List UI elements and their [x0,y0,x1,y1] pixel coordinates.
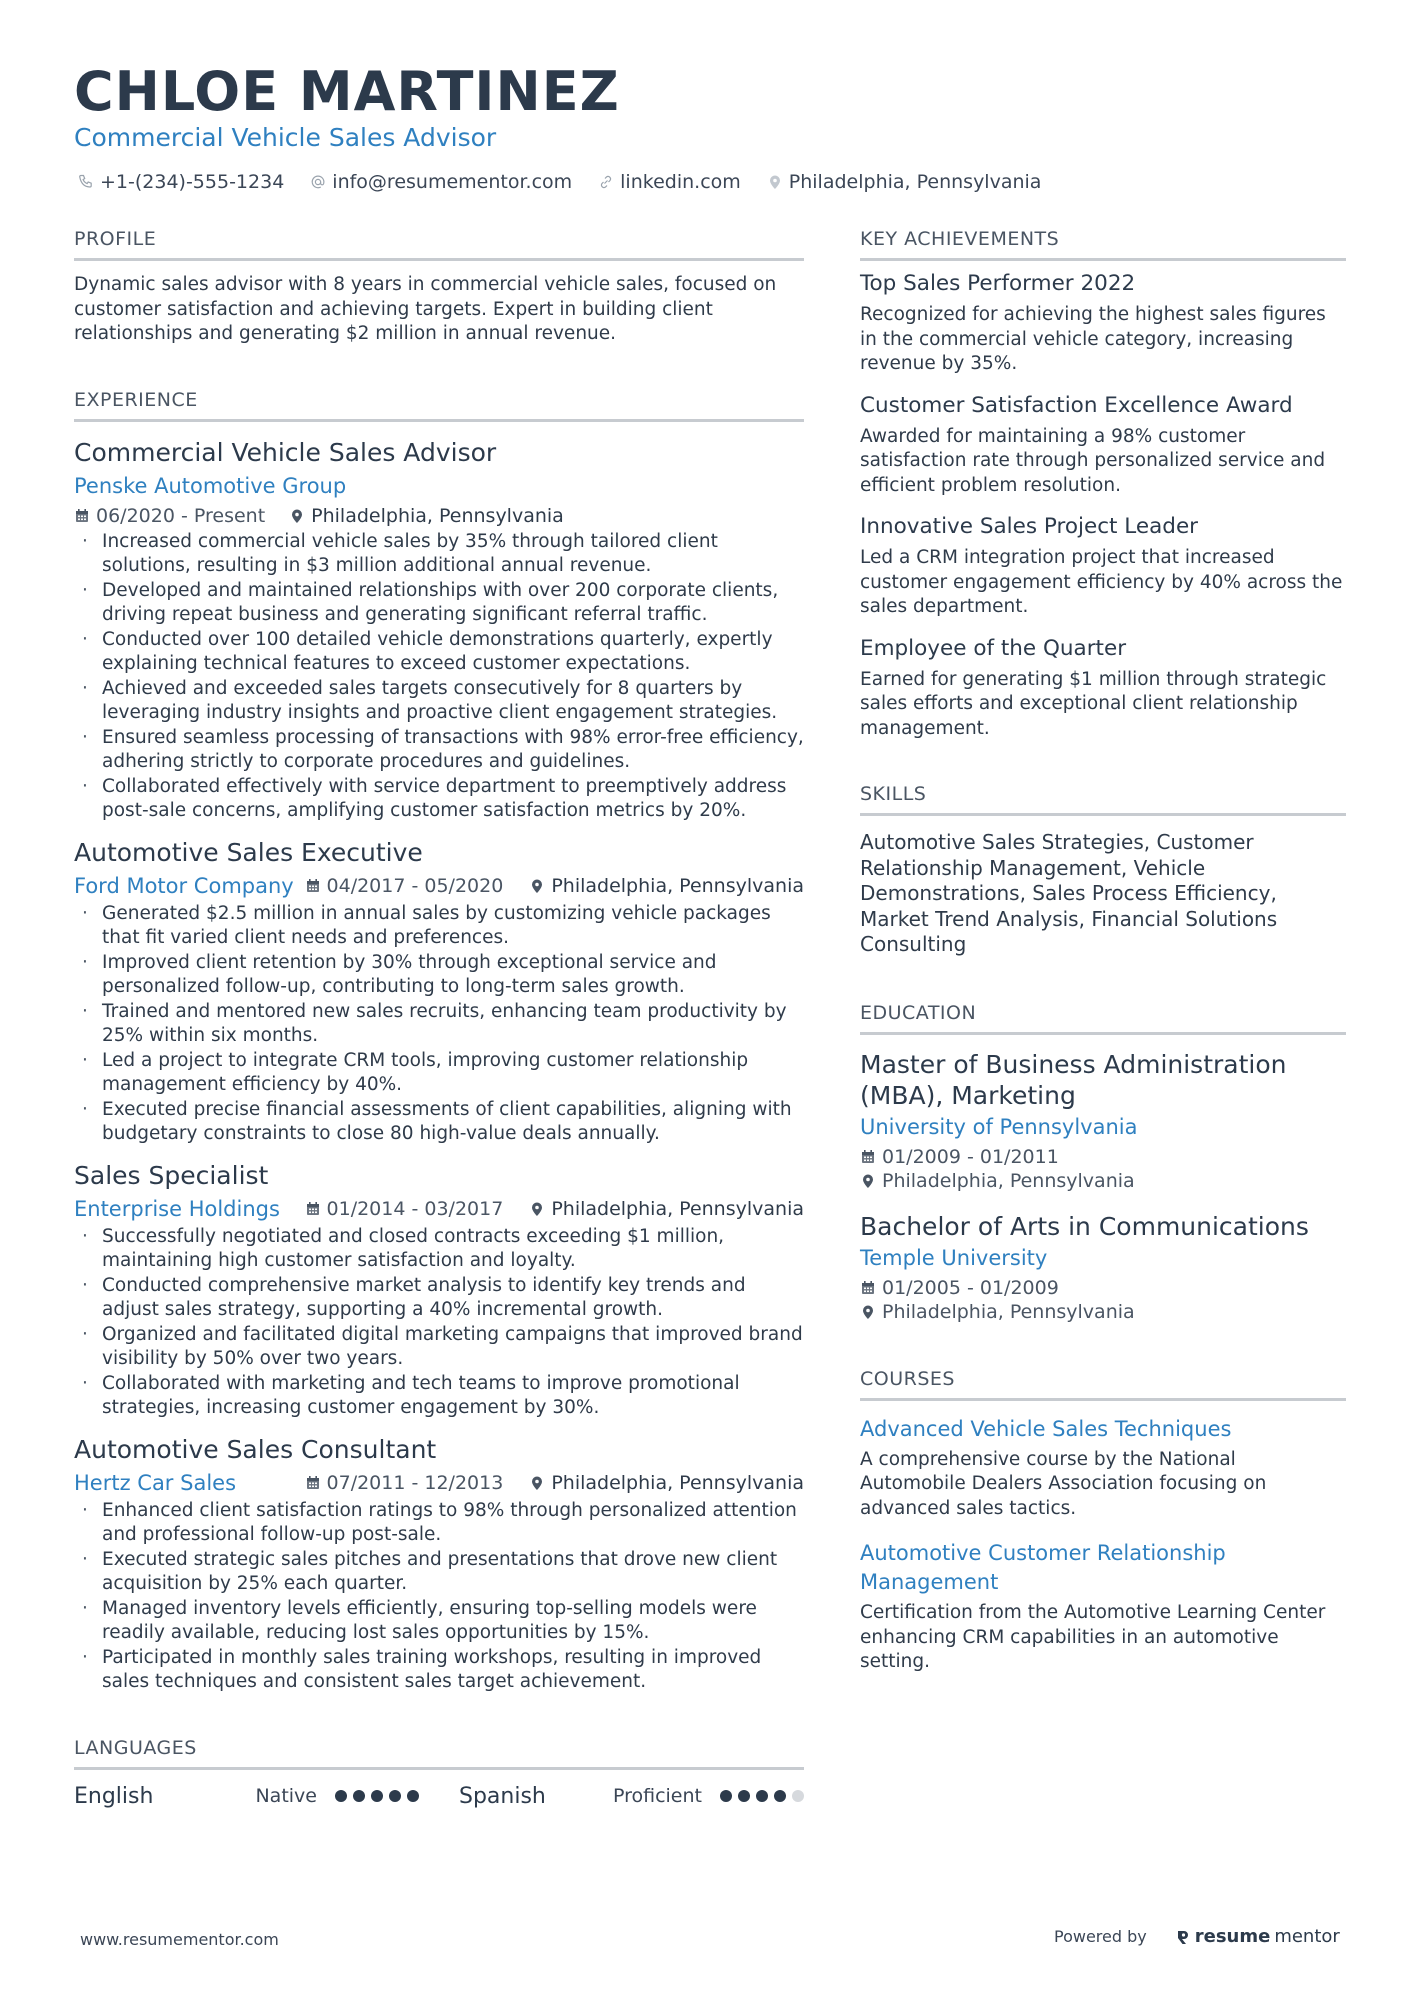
experience-item [74,1159,804,1421]
email-text[interactable]: info@resumementor.com [332,171,573,193]
rating-dot [720,1790,732,1802]
list-item: · Collaborated effectively with service department to preemptively address post-sale concerns, amplifying customer satisfaction metrics by 20%. [74,775,804,824]
company-line [74,1193,804,1225]
achievement-item [860,634,1346,742]
calendar-icon [860,1149,876,1165]
education-location: Philadelphia, Pennsylvania [882,1300,1135,1323]
achievement-desc: Led a CRM integration project that increased customer engagement efficiency by 40% across the sales department. [860,547,1343,617]
contact-bar [78,168,1041,196]
job-title: Sales Specialist [74,1160,269,1190]
education-location-row [860,1298,1346,1326]
company-line [74,470,804,502]
contact-linkedin[interactable] [598,168,741,196]
company-line [74,870,804,902]
list-item: · Ensured seamless processing of transactions with 98% error-free efficiency, adhering strictly to corporate procedures and guidelines. [74,726,804,775]
education-location-row [860,1167,1346,1195]
education-dates: 01/2005 - 01/2009 [882,1276,1059,1299]
achievement-title: Innovative Sales Project Leader [860,514,1199,539]
experience-item [74,436,804,824]
job-meta [305,872,804,900]
achievement-desc: Earned for generating $1 million through strategic sales efforts and exceptional client relationship management. [860,668,1327,739]
degree-title: Master of Business Administration (MBA), Marketing [860,1049,1287,1110]
education-dates: 01/2009 - 01/2011 [882,1145,1059,1168]
course-desc: A comprehensive course by the National Automobile Dealers Association focusing on advanced sales tactics. [860,1448,1267,1519]
location-text: Philadelphia, Pennsylvania [788,171,1042,193]
location-pin-icon [860,1173,876,1189]
linkedin-text[interactable]: linkedin.com [620,171,741,193]
link-icon [598,174,614,190]
course-item [860,1539,1346,1675]
job-location: Philadelphia, Pennsylvania [551,874,804,897]
list-item: · Improved client retention by 30% through exceptional service and personalized follow-up, contributing to long-term sales growth. [74,951,804,1000]
location-pin-icon [860,1304,876,1320]
calendar-icon [305,878,321,894]
footer-powered [1054,1926,1340,1947]
experience-item [74,1433,804,1695]
job-title: Automotive Sales Executive [74,837,423,867]
job-dates: 04/2017 - 05/2020 [326,874,504,897]
job-meta [74,502,804,530]
brand-rest: mentor [1274,1926,1340,1947]
section-title-achievements: KEY ACHIEVEMENTS [860,226,1346,261]
job-title: Automotive Sales Consultant [74,1434,437,1464]
language-level: Proficient [612,1785,702,1807]
section-title-skills: SKILLS [860,781,1346,816]
rating-dot [774,1790,786,1802]
language-item-spanish [459,1784,804,1809]
list-item: · Executed strategic sales pitches and presentations that drove new client acquisition by 25% each quarter. [74,1548,804,1597]
right-column [860,226,1346,1675]
job-dates: 01/2014 - 03/2017 [326,1197,504,1220]
section-title-experience: EXPERIENCE [74,387,804,422]
list-item: · Organized and facilitated digital marketing campaigns that improved brand visibility by 50% over two years. [74,1323,804,1372]
list-item: · Collaborated with marketing and tech teams to improve promotional strategies, increasing customer engagement by 30%. [74,1372,804,1421]
language-rating [720,1790,804,1802]
location-pin-icon [529,1475,545,1491]
job-bullets [74,530,804,824]
list-item: · Conducted over 100 detailed vehicle demonstrations quarterly, expertly explaining technical features to exceed customer expectations. [74,628,804,677]
rating-dot [407,1790,419,1802]
list-item: · Trained and mentored new sales recruits, enhancing team productivity by 25% within six months. [74,1000,804,1049]
phone-icon [78,174,94,190]
company-line [74,1467,804,1499]
job-bullets [74,1499,804,1695]
list-item: · Managed inventory levels efficiently, ensuring top-selling models were readily available, reducing lost sales opportunities by 15%. [74,1597,804,1646]
course-item [860,1415,1346,1522]
calendar-icon [305,1475,321,1491]
rating-dot [389,1790,401,1802]
calendar-icon [74,508,90,524]
education-location: Philadelphia, Pennsylvania [882,1169,1135,1192]
rating-dot [335,1790,347,1802]
list-item: · Participated in monthly sales training workshops, resulting in improved sales techniques and consistent sales target achievement. [74,1646,804,1695]
left-column [74,226,804,1809]
location-pin-icon [529,1201,545,1217]
school-name: Temple University [860,1245,1048,1270]
list-item: · Developed and maintained relationships with over 200 corporate clients, driving repeat business and generating significant referral traffic. [74,579,804,628]
language-name: Spanish [459,1783,546,1809]
list-item: · Achieved and exceeded sales targets consecutively for 8 quarters by leveraging industry insights and proactive client engagement strategies. [74,677,804,726]
list-item: · Led a project to integrate CRM tools, improving customer relationship management efficiency by 40%. [74,1049,804,1098]
calendar-icon [860,1280,876,1296]
resumementor-logo-icon [1175,1929,1191,1945]
job-dates: 07/2011 - 12/2013 [326,1471,504,1494]
achievement-item [860,269,1346,377]
education-item [860,1049,1346,1195]
job-title: Commercial Vehicle Sales Advisor [74,437,497,467]
course-title: Automotive Customer Relationship Management [860,1541,1226,1594]
job-location: Philadelphia, Pennsylvania [311,504,564,527]
rating-dot [756,1790,768,1802]
section-title-languages: LANGUAGES [74,1735,804,1770]
job-meta [305,1195,804,1223]
rating-dot [738,1790,750,1802]
section-title-courses: COURSES [860,1366,1346,1401]
contact-email[interactable] [310,168,572,196]
achievement-title: Employee of the Quarter [860,635,1127,661]
contact-phone [78,168,284,196]
job-dates: 06/2020 - Present [96,504,266,527]
brand-bold: resume [1194,1926,1271,1947]
location-pin-icon [529,878,545,894]
location-pin-icon [767,174,783,190]
skills-list: Automotive Sales Strategies, Customer Relationship Management, Vehicle Demonstrations, Sales Process Efficiency, Market Trend Analysis, Financial Solutions Consulting [860,830,1278,956]
achievement-item [860,391,1346,499]
job-location: Philadelphia, Pennsylvania [551,1197,804,1220]
profile-summary: Dynamic sales advisor with 8 years in commercial vehicle sales, focused on customer satisfaction and achieving targets. Expert in building client relationships and generating $2 million in annual revenue. [74,274,777,344]
list-item: · Increased commercial vehicle sales by 35% through tailored client solutions, resulting in $3 million additional annual revenue. [74,530,804,579]
course-desc: Certification from the Automotive Learning Center enhancing CRM capabilities in an automotive setting. [860,1602,1326,1672]
footer-website[interactable]: www.resumementor.com [80,1930,279,1949]
job-bullets [74,1225,804,1421]
achievement-desc: Recognized for achieving the highest sales figures in the commercial vehicle category, increasing revenue by 35%. [860,304,1326,374]
brand-logo[interactable] [1175,1926,1340,1947]
rating-dot [792,1790,804,1802]
list-item: · Generated $2.5 million in annual sales by customizing vehicle packages that fit varied client needs and preferences. [74,902,804,951]
rating-dot [353,1790,365,1802]
company-name: Hertz Car Sales [74,1470,237,1495]
location-pin-icon [289,508,305,524]
rating-dot [371,1790,383,1802]
company-name: Ford Motor Company [74,873,294,898]
language-item-english [74,1784,419,1809]
contact-location [767,168,1042,196]
experience-item [74,836,804,1147]
section-title-profile: PROFILE [74,226,804,261]
company-name: Enterprise Holdings [74,1196,280,1221]
job-location: Philadelphia, Pennsylvania [551,1471,804,1494]
job-bullets [74,902,804,1147]
achievement-title: Customer Satisfaction Excellence Award [860,392,1293,418]
candidate-title: Commercial Vehicle Sales Advisor [74,123,497,152]
achievement-item [860,512,1346,620]
achievement-title: Top Sales Performer 2022 [860,271,1136,296]
list-item: · Conducted comprehensive market analysis to identify key trends and adjust sales strategy, supporting a 40% incremental growth. [74,1274,804,1323]
languages-row [74,1784,804,1809]
candidate-name: CHLOE MARTINEZ [74,60,620,123]
list-item: · Enhanced client satisfaction ratings to 98% through personalized attention and professional follow-up post-sale. [74,1499,804,1548]
at-icon [310,174,326,190]
list-item: · Executed precise financial assessments of client capabilities, aligning with budgetary constraints to close 80 high-value deals annually. [74,1098,804,1147]
section-title-education: EDUCATION [860,1000,1346,1035]
job-meta [305,1469,804,1497]
school-name: University of Pennsylvania [860,1114,1138,1139]
achievement-desc: Awarded for maintaining a 98% customer satisfaction rate through personalized service and efficient problem resolution. [860,425,1326,496]
degree-title: Bachelor of Arts in Communications [860,1211,1309,1241]
phone-text: +1-(234)-555-1234 [100,171,285,193]
language-level: Native [255,1785,317,1807]
list-item: · Successfully negotiated and closed contracts exceeding $1 million, maintaining high customer satisfaction and loyalty. [74,1225,804,1274]
language-name: English [74,1783,154,1809]
calendar-icon [305,1201,321,1217]
course-title: Advanced Vehicle Sales Techniques [860,1416,1232,1441]
language-rating [335,1790,419,1802]
education-item [860,1211,1346,1326]
powered-by-label: Powered by [1054,1927,1147,1946]
company-name: Penske Automotive Group [74,473,347,498]
